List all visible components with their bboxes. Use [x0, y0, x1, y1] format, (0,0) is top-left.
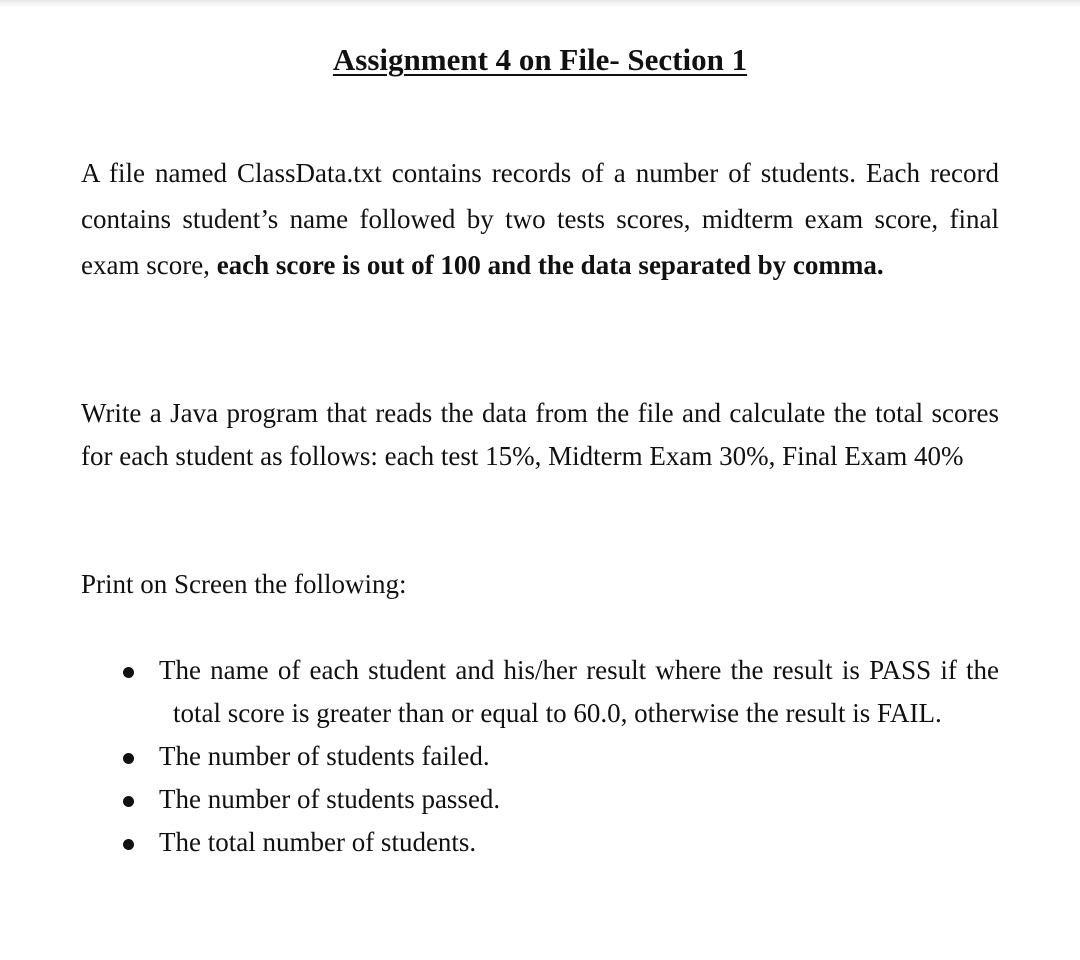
paragraph-program-instructions: Write a Java program that reads the data from the file and calculate the total scores for each student as follows: each test 15%, Midterm Exam 30%, Final Exam 40%	[81, 398, 999, 471]
list-item	[123, 649, 999, 735]
bullet-icon	[123, 667, 134, 678]
list-item-text: The name of each student and his/her result where the result is PASS if the total score is greater than or equal to 60.0, otherwise the result is FAIL.	[159, 655, 999, 728]
bullet-icon	[123, 839, 134, 850]
output-requirements-list	[123, 649, 999, 864]
document-title	[0, 40, 1080, 80]
paragraph-file-description	[81, 150, 999, 288]
paragraph-file-description-text: A file named ClassData.txt contains records of a number of students. Each record contains student’s name followed by two tests scores, midterm exam score, final exam score,	[81, 158, 999, 280]
document-title-text: Assignment 4 on File- Section 1	[332, 42, 748, 77]
list-item-text: The number of students passed.	[159, 784, 501, 814]
bullet-icon	[123, 753, 134, 764]
list-item	[123, 821, 999, 864]
list-item	[123, 735, 999, 778]
list-item	[123, 778, 999, 821]
paragraph-print-heading: Print on Screen the following:	[81, 569, 407, 599]
list-item-text: The number of students failed.	[159, 741, 490, 771]
list-item-text: The total number of students.	[159, 827, 477, 857]
bullet-icon	[123, 796, 134, 807]
paragraph-file-description-bold: each score is out of 100 and the data separated by comma.	[216, 250, 884, 280]
